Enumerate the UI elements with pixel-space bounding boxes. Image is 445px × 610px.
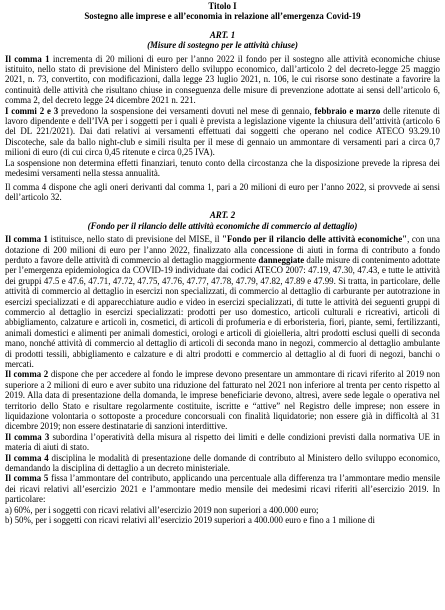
art1-paragraph-4: Il comma 4 dispone che agli oneri derivanti dal comma 1, pari a 20 milioni di euro per l’anno 2022, si provvede ai sensi dell’articolo 32. xyxy=(5,181,440,202)
art2-paragraph-3: Il comma 3 subordina l’operatività della misura al rispetto dei limiti e delle condizioni previsti dalla normativa UE in materia di aiuti di stato. xyxy=(5,431,440,453)
art2-list-item-a: a) 60%, per i soggetti con ricavi relativi all’esercizio 2019 non superiori a 400.000 euro; xyxy=(5,504,319,515)
art2-paragraph-2: Il comma 2 dispone che per accedere al fondo le imprese devono presentare un ammontare di ricavi riferito al 2019 non superiore a 2 milioni di euro e aver subito una riduzione del fatturato nel 2021 non inferiore al trenta per cento rispetto al 2019. Alla data di presentazione della domanda, le imprese beneficiarie devono, altresì, avere sede legale o operativa nel territorio dello Stato e risultare regolarmente costituite, iscritte e “attive” nel Registro delle imprese; non essere in liquidazione volontaria o sottoposte a procedure concorsuali con finalità liquidatorie; non essere già in difficoltà al 31 dicembre 2019; non essere destinatarie di sanzioni interdittive. xyxy=(5,369,440,432)
art2-subheading: (Fondo per il rilancio delle attività economiche di commercio al dettaglio) xyxy=(87,220,358,231)
art2-list-item-b: b) 50%, per i soggetti con ricavi relativi all’esercizio 2019 superiori a 400.000 euro e fino a 1 milione di xyxy=(5,515,375,526)
art1-subheading: (Misure di sostegno per le attività chiuse) xyxy=(147,40,298,51)
art1-paragraph-3: La sospensione non determina effetti finanziari, tenuto conto della circostanza che la disposizione prevede la ripresa dei medesimi versamenti nella stessa annualità. xyxy=(5,157,440,179)
art2-heading: ART. 2 xyxy=(209,210,236,221)
art1-paragraph-2: I commi 2 e 3 prevedono la sospensione dei versamenti dovuti nel mese di gennaio, febbraio e marzo delle ritenute di lavoro dipendente e dell’IVA per i soggetti per i quali è prevista a legislazione vigente la chiusura dell’attività (articolo 6 del DL 221/2021). Dai dati relativi ai versamenti effettuati dai soggetti che operano nel codice ATECO 93.29.10 Discoteche, sale da ballo night-club e simili risulta per il mese di gennaio un ammontare di versamenti pari a circa 0,7 milioni di euro (di cui circa 0,45 ritenute e circa 0,25 IVA). xyxy=(5,105,440,158)
title-subtitle: Sostegno alle imprese e all’economia in relazione all’emergenza Covid-19 xyxy=(84,11,361,22)
art2-paragraph-4: Il comma 4 disciplina le modalità di presentazione delle domande di contributo al Ministero dello sviluppo economico, demandando la disciplina di dettaglio a un decreto ministeriale. xyxy=(5,452,440,474)
title-label: Titolo I xyxy=(208,1,237,11)
art2-paragraph-1: Il comma 1 istituisce, nello stato di previsione del MISE, il "Fondo per il rilancio delle attività economiche", con una dotazione di 200 milioni di euro per l’anno 2022, finalizzato alla concessione di aiuti in forma di contributo a fondo perduto a favore delle attività di commercio al dettaglio maggiormente danneggiate dalle misure di contenimento adottate per l’emergenza epidemiologica da COVID-19 individuate dai codici ATECO 2007: 47.19, 47.30, 47.43, e tutte le attività dei gruppi 47.5 e 47.6, 47.71, 47.72, 47.75, 47.76, 47.77, 47.78, 47.79, 47.82, 47.89 e 47.99. Si tratta, in particolare, delle attività di commercio al dettaglio in esercizi non specializzati, di commercio al dettaglio di carburante per autotrazione in esercizi specializzati e di apparecchiature audio e video in esercizi specializzati, di tutte le attività dei seguenti gruppi di commercio al dettaglio in esercizi specializzati: prodotti per uso domestico, articoli culturali e ricreativi, articoli di abbigliamento, calzature e articoli in, cosmetici, di articoli di profumeria e di erboristeria, fiori, piante, semi, fertilizzanti, animali domestici e alimenti per animali domestici, orologi e articoli di gioielleria, altri prodotti esclusi quelli di seconda mano, nonché attività di commercio al dettaglio di articoli di seconda mano in negozi, commercio al dettaglio ambulante di prodotti tessili, abbigliamento e calzature e di altri prodotti e commercio al dettaglio al di fuori di negozi, banchi o mercati. xyxy=(5,234,440,369)
art2-paragraph-5: Il comma 5 fissa l’ammontare del contributo, applicando una percentuale alla differenza tra l’ammontare medio mensile dei ricavi relativi all’esercizio 2021 e l’ammontare medio mensile dei medesimi ricavi riferiti all’esercizio 2019. In particolare: xyxy=(5,473,440,505)
art1-heading: ART. 1 xyxy=(209,29,236,40)
art1-paragraph-1: Il comma 1 incrementa di 20 milioni di euro per l’anno 2022 il fondo per il sostegno alle attività economiche chiuse istituito, nello stato di previsione del Ministero dello sviluppo economico, dall’articolo 2 del decreto-legge 25 maggio 2021, n. 73, convertito, con modificazioni, dalla legge 23 luglio 2021, n. 106, le cui risorse sono destinate a favorire la continuità delle attività che risultano chiuse in conseguenza delle misure di prevenzione adottate ai sensi dell’articolo 6, comma 2, del decreto legge 24 dicembre 2021 n. 221. xyxy=(5,53,440,106)
